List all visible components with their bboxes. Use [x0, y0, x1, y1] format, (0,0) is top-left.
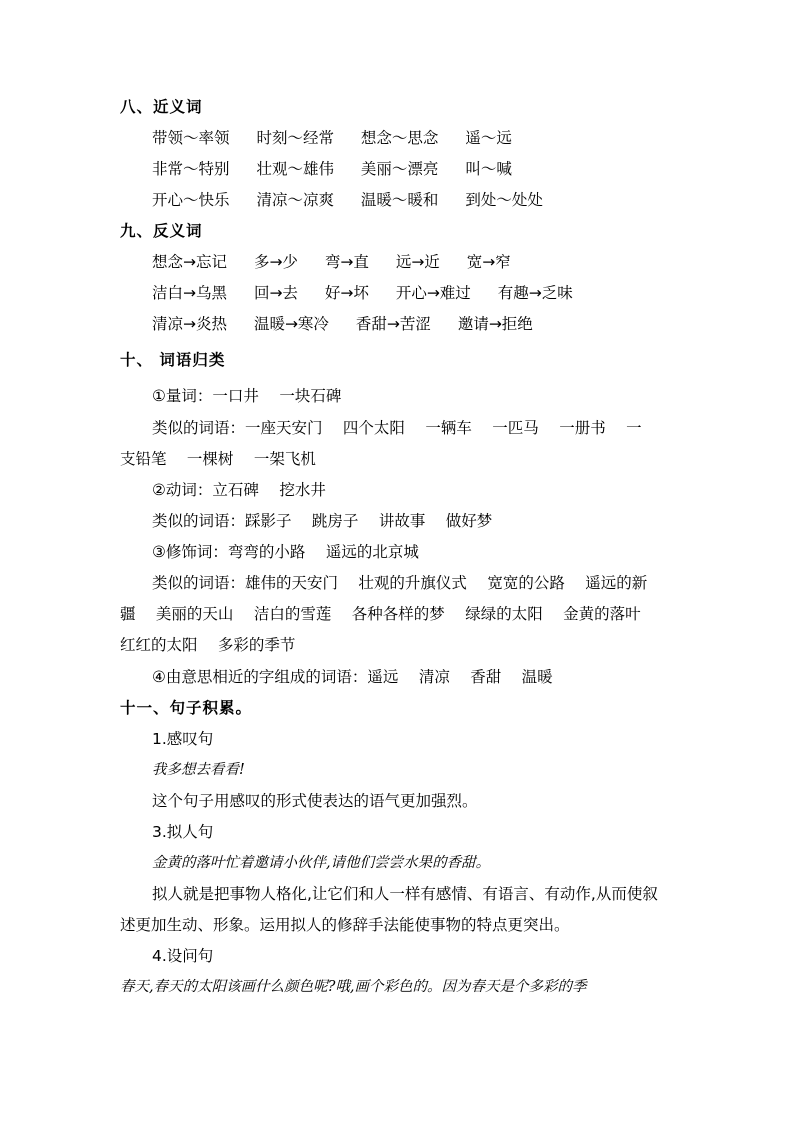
word: 多→少: [253, 253, 298, 271]
section-9-title: 九、反义词: [120, 222, 203, 240]
word: 有趣→乏味: [497, 284, 573, 302]
exclamatory-explanation: 这个句子用感叹的形式使表达的语气更加强烈。: [152, 792, 478, 810]
word: 叫～喊: [465, 160, 512, 178]
similar-words-line-3-end: 红红的太阳 多彩的季节: [120, 636, 296, 654]
measure-words-line: ①量词：一口井 一块石碑: [152, 387, 342, 405]
antonym-row-2: [152, 282, 684, 304]
similar-words-line-1: 类似的词语：一座天安门 四个太阳 一辆车 一匹马 一册书 一: [152, 419, 642, 437]
word: 弯→直: [324, 253, 369, 271]
word: 远→近: [395, 253, 440, 271]
word: 洁白→乌黑: [152, 284, 227, 302]
compound-words-line: ④由意思相近的字组成的词语：遥远 清凉 香甜 温暖: [152, 668, 553, 686]
word: 香甜→苦涩: [355, 315, 431, 333]
word: 宽→窄: [466, 253, 511, 271]
antonym-row-3: [152, 313, 684, 335]
word: 开心→难过: [395, 284, 471, 302]
similar-words-line-3: 类似的词语：雄伟的天安门 壮观的升旗仪式 宽宽的公路 遥远的新: [152, 574, 648, 592]
section-8-title: 八、近义词: [120, 98, 203, 116]
synonym-row-3: [152, 189, 684, 211]
verbs-line: ②动词：立石碑 挖水井: [152, 481, 326, 499]
exclamatory-subtitle: 1.感叹句: [152, 730, 214, 748]
personification-subtitle: 3.拟人句: [152, 823, 214, 841]
exclamatory-example: 我多想去看看!: [152, 762, 245, 778]
section-10-title: 十、 词语归类: [120, 351, 226, 369]
modifiers-line: ③修饰词：弯弯的小路 遥远的北京城: [152, 543, 419, 561]
personification-example: 金黄的落叶忙着邀请小伙伴,请他们尝尝水果的香甜。: [152, 855, 491, 871]
word: 回→去: [253, 284, 298, 302]
word: 想念→忘记: [152, 253, 227, 271]
personification-explanation-2: 述更加生动、形象。运用拟人的修辞手法能使事物的特点更突出。: [120, 916, 570, 934]
synonym-row-1: [152, 127, 684, 149]
rhetorical-example: 春天,春天的太阳该画什么颜色呢?哦,画个彩色的。因为春天是个多彩的季: [120, 979, 587, 995]
word: 温暖→寒冷: [253, 315, 329, 333]
word: 带领～率领: [152, 129, 230, 147]
synonym-row-2: [152, 158, 684, 180]
word: 壮观～雄伟: [256, 160, 334, 178]
word: 清凉→炎热: [152, 315, 227, 333]
word: 温暖～暖和: [360, 191, 439, 209]
antonym-row-1: [152, 251, 684, 273]
word: 邀请→拒绝: [457, 315, 533, 333]
word: 好→坏: [324, 284, 369, 302]
word: 开心～快乐: [152, 191, 230, 209]
personification-explanation-1: 拟人就是把事物人格化,让它们和人一样有感情、有语言、有动作,从而使叙: [152, 885, 658, 903]
section-11-title: 十一、句子积累。: [120, 699, 253, 717]
similar-words-line-1-cont: 支铅笔 一棵树 一架飞机: [120, 450, 316, 468]
word: 想念～思念: [360, 129, 439, 147]
similar-words-line-3-cont: 疆 美丽的天山 洁白的雪莲 各种各样的梦 绿绿的太阳 金黄的落叶: [120, 605, 641, 623]
word: 到处～处处: [465, 191, 543, 209]
rhetorical-subtitle: 4.设问句: [152, 947, 214, 965]
word: 美丽～漂亮: [360, 160, 439, 178]
word: 非常～特别: [152, 160, 230, 178]
word: 遥～远: [465, 129, 512, 147]
word: 时刻～经常: [256, 129, 334, 147]
word: 清凉～凉爽: [256, 191, 334, 209]
similar-words-line-2: 类似的词语：踩影子 跳房子 讲故事 做好梦: [152, 512, 493, 530]
